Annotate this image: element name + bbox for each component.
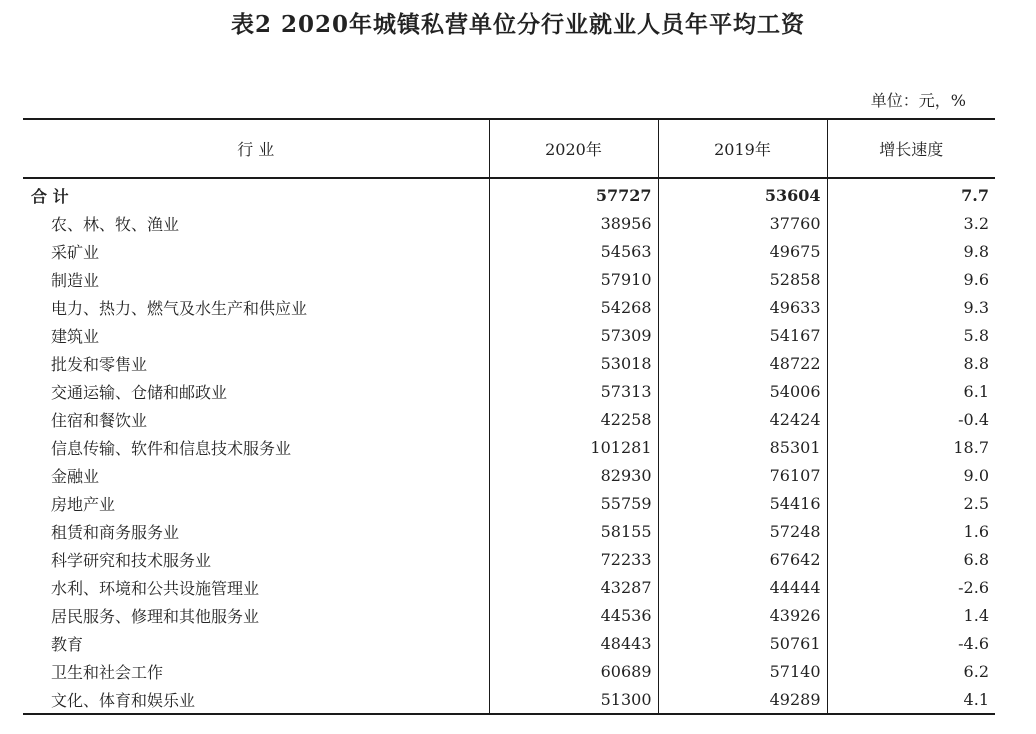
row-growth: 1.6 [827,517,995,545]
row-2019: 49289 [658,685,827,714]
row-2019: 57140 [658,657,827,685]
table-row [23,349,995,377]
table-row [23,517,995,545]
row-2020: 82930 [489,461,658,489]
row-growth: 7.7 [827,178,995,209]
row-growth: 4.1 [827,685,995,714]
row-growth: 2.5 [827,489,995,517]
row-2019: 53604 [658,178,827,209]
row-2020: 57727 [489,178,658,209]
table-row [23,293,995,321]
row-name: 租赁和商务服务业 [51,522,180,542]
row-2019: 85301 [658,433,827,461]
unit-note: 单位：元，% [870,91,966,110]
table-row [23,209,995,237]
row-2020: 54268 [489,293,658,321]
row-2019: 43926 [658,601,827,629]
row-name: 居民服务、修理和其他服务业 [51,606,260,626]
row-growth: 9.0 [827,461,995,489]
row-name: 卫生和社会工作 [51,662,164,682]
row-name: 水利、环境和公共设施管理业 [51,578,260,598]
row-2019: 37760 [658,209,827,237]
row-2020: 42258 [489,405,658,433]
row-2020: 72233 [489,545,658,573]
row-name: 金融业 [51,466,100,486]
row-name: 信息传输、软件和信息技术服务业 [51,438,292,458]
row-growth: 9.3 [827,293,995,321]
row-growth: 5.8 [827,321,995,349]
row-2019: 52858 [658,265,827,293]
table-row [23,685,995,714]
row-name: 交通运输、仓储和邮政业 [51,382,228,402]
row-growth: -2.6 [827,573,995,601]
header-industry: 行 业 [23,119,489,178]
row-2020: 54563 [489,237,658,265]
row-name: 批发和零售业 [51,354,148,374]
row-name: 农、林、牧、渔业 [51,214,180,234]
header-2020: 2020年 [489,119,658,178]
table-row [23,321,995,349]
row-name: 科学研究和技术服务业 [51,550,212,570]
row-name: 制造业 [51,270,100,290]
row-2020: 57309 [489,321,658,349]
table-body [23,178,995,714]
table-title: 表2 2020年城镇私营单位分行业就业人员年平均工资 [230,11,806,38]
row-2020: 58155 [489,517,658,545]
row-2020: 55759 [489,489,658,517]
row-2019: 48722 [658,349,827,377]
row-name: 房地产业 [51,494,116,514]
row-2019: 50761 [658,629,827,657]
row-2020: 44536 [489,601,658,629]
row-name: 教育 [51,634,84,654]
table-row [23,489,995,517]
row-growth: 9.8 [827,237,995,265]
wage-table [23,118,995,715]
row-2019: 42424 [658,405,827,433]
row-2020: 101281 [489,433,658,461]
row-2019: 67642 [658,545,827,573]
row-growth: 6.8 [827,545,995,573]
row-growth: 8.8 [827,349,995,377]
row-2019: 54006 [658,377,827,405]
row-growth: 3.2 [827,209,995,237]
row-2019: 49633 [658,293,827,321]
table-row [23,461,995,489]
row-growth: 18.7 [827,433,995,461]
row-name: 采矿业 [51,242,100,262]
row-name: 合 计 [31,186,69,206]
table-header [23,119,995,178]
table-row [23,377,995,405]
row-name: 建筑业 [51,326,100,346]
row-growth: -4.6 [827,629,995,657]
row-2020: 43287 [489,573,658,601]
table-row [23,545,995,573]
table-row [23,265,995,293]
row-growth: 9.6 [827,265,995,293]
row-2020: 51300 [489,685,658,714]
row-2020: 53018 [489,349,658,377]
header-growth: 增长速度 [827,119,995,178]
row-2020: 38956 [489,209,658,237]
row-name: 电力、热力、燃气及水生产和供应业 [51,298,308,318]
row-2020: 60689 [489,657,658,685]
row-2020: 48443 [489,629,658,657]
row-growth: 6.1 [827,377,995,405]
row-2019: 54416 [658,489,827,517]
row-name: 文化、体育和娱乐业 [23,685,489,714]
table-row [23,237,995,265]
header-2019: 2019年 [658,119,827,178]
row-growth: 6.2 [827,657,995,685]
row-growth: 1.4 [827,601,995,629]
table-row [23,657,995,685]
row-growth: -0.4 [827,405,995,433]
row-name: 住宿和餐饮业 [51,410,148,430]
row-2020: 57313 [489,377,658,405]
row-2019: 44444 [658,573,827,601]
table-row-total [23,178,995,209]
row-2020: 57910 [489,265,658,293]
table-row [23,629,995,657]
table-row [23,405,995,433]
table-row [23,433,995,461]
table-row [23,601,995,629]
row-2019: 54167 [658,321,827,349]
table-row [23,573,995,601]
row-2019: 76107 [658,461,827,489]
row-2019: 49675 [658,237,827,265]
row-2019: 57248 [658,517,827,545]
